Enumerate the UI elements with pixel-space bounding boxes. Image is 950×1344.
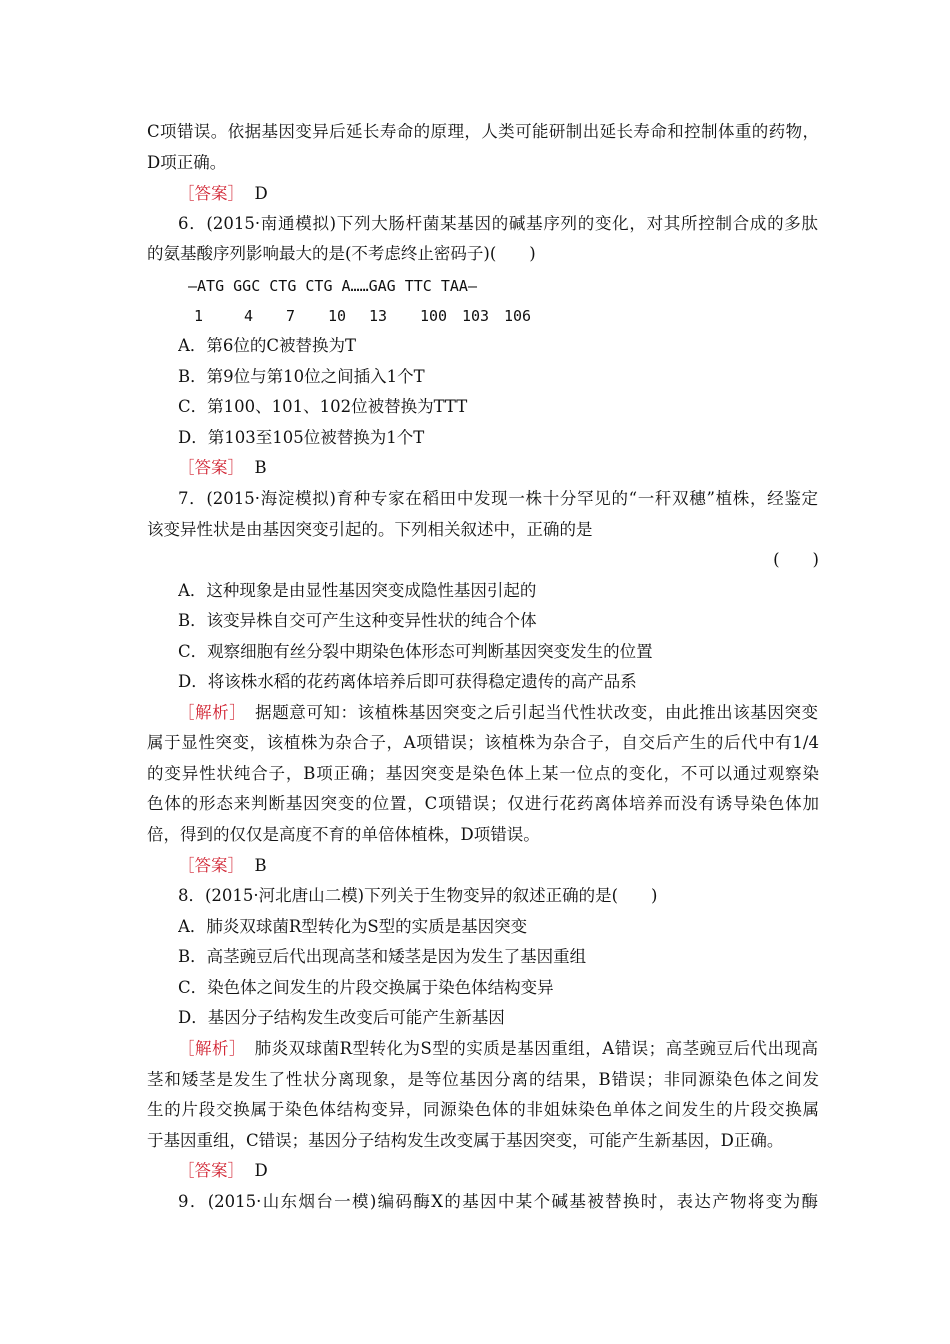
answer-tag: ［答案］ — [178, 184, 244, 203]
sequence-positions — [192, 305, 592, 327]
text-line: C项错误。依据基因变异后延长寿命的原理，人类可能研制出延长寿命和控制体重的药物， — [147, 122, 819, 141]
option-b: B．高茎豌豆后代出现高茎和矮茎是因为发生了基因重组 — [178, 947, 587, 966]
answer-value: B — [254, 458, 267, 477]
question-7-line: 7．(2015·海淀模拟)育种专家在稻田中发现一株十分罕见的“一秆双穗”植株，经鉴定 — [178, 489, 818, 508]
explanation-text: 肺炎双球菌R型转化为S型的实质是基因重组，A错误；高茎豌豆后代出现高 — [237, 1039, 818, 1058]
question-6-line: 的氨基酸序列影响最大的是(不考虑终止密码子)( ) — [147, 244, 536, 263]
option-c: C．第100、101、102位被替换为TTT — [178, 397, 468, 416]
question-6-line: 6．(2015·南通模拟)下列大肠杆菌某基因的碱基序列的变化，对其所控制合成的多肽 — [178, 214, 818, 233]
answer-tag: ［答案］ — [178, 458, 244, 477]
explanation-line-q7: 色体的形态来判断基因突变的位置，C项错误；仅进行花药离体培养而没有诱导染色体加 — [147, 794, 819, 813]
option-b: B．第9位与第10位之间插入1个T — [178, 367, 425, 386]
explanation-line-q8: 生的片段交换属于染色体结构变异，同源染色体的非姐妹染色单体之间发生的片段交换属 — [147, 1100, 819, 1119]
position-label: 7 — [286, 307, 296, 325]
option-c: C．染色体之间发生的片段交换属于染色体结构变异 — [178, 978, 554, 997]
text-line: D项正确。 — [147, 153, 227, 172]
position-label: 100 — [420, 307, 448, 325]
explanation-line-q7: 属于显性突变，该植株为杂合子，A项错误；该植株为杂合子，自交后产生的后代中有1/4 — [147, 733, 819, 752]
answer-tag: ［答案］ — [178, 1161, 244, 1180]
question-9-line: 9．(2015·山东烟台一模)编码酶X的基因中某个碱基被替换时，表达产物将变为酶 — [178, 1192, 818, 1211]
answer-line-q8 — [178, 1160, 818, 1182]
position-label: 103 — [462, 307, 490, 325]
question-7-line: 该变异性状是由基因突变引起的。下列相关叙述中，正确的是 — [147, 520, 593, 539]
explanation-line-q7: 倍，得到的仅仅是高度不育的单倍体植株，D项错误。 — [147, 825, 540, 844]
position-label: 1 — [194, 307, 204, 325]
option-c: C．观察细胞有丝分裂中期染色体形态可判断基因突变发生的位置 — [178, 642, 653, 661]
position-label: 4 — [244, 307, 254, 325]
dna-sequence: —ATG GGC CTG CTG A……GAG TTC TAA— — [188, 277, 477, 295]
position-label: 13 — [369, 307, 388, 325]
option-d: D．第103至105位被替换为1个T — [178, 428, 425, 447]
option-a: A．肺炎双球菌R型转化为S型的实质是基因突变 — [178, 917, 528, 936]
answer-value: D — [254, 184, 268, 203]
explanation-line-q8: 于基因重组，C错误；基因分子结构发生改变属于基因突变，可能产生新基因，D正确。 — [147, 1131, 784, 1150]
answer-paren: ( ) — [773, 550, 819, 569]
option-a: A．第6位的C被替换为T — [178, 336, 357, 355]
option-a: A．这种现象是由显性基因突变成隐性基因引起的 — [178, 581, 537, 600]
answer-tag: ［答案］ — [178, 856, 244, 875]
explanation-line-q8 — [178, 1038, 818, 1060]
position-label: 106 — [504, 307, 532, 325]
option-d: D．将该株水稻的花药离体培养后即可获得稳定遗传的高产品系 — [178, 672, 637, 691]
explanation-line-q7 — [178, 702, 818, 724]
explanation-line-q7: 的变异性状纯合子，B项正确；基因突变是染色体上某一位点的变化，不可以通过观察染 — [147, 764, 819, 783]
answer-value: B — [254, 856, 267, 875]
option-d: D．基因分子结构发生改变后可能产生新基因 — [178, 1008, 505, 1027]
explanation-tag: ［解析］ — [178, 703, 239, 722]
explanation-tag: ［解析］ — [178, 1039, 238, 1058]
answer-value: D — [254, 1161, 268, 1180]
answer-line-q5 — [178, 183, 818, 205]
answer-line-q6 — [178, 457, 818, 479]
answer-line-q7 — [178, 855, 818, 877]
question-8-line: 8．(2015·河北唐山二模)下列关于生物变异的叙述正确的是( ) — [178, 886, 658, 905]
option-b: B．该变异株自交可产生这种变异性状的纯合个体 — [178, 611, 537, 630]
position-label: 10 — [328, 307, 347, 325]
explanation-text: 据题意可知：该植株基因突变之后引起当代性状改变，由此推出该基因突变 — [238, 703, 818, 722]
explanation-line-q8: 茎和矮茎是发生了性状分离现象，是等位基因分离的结果，B错误；非同源染色体之间发 — [147, 1070, 819, 1089]
